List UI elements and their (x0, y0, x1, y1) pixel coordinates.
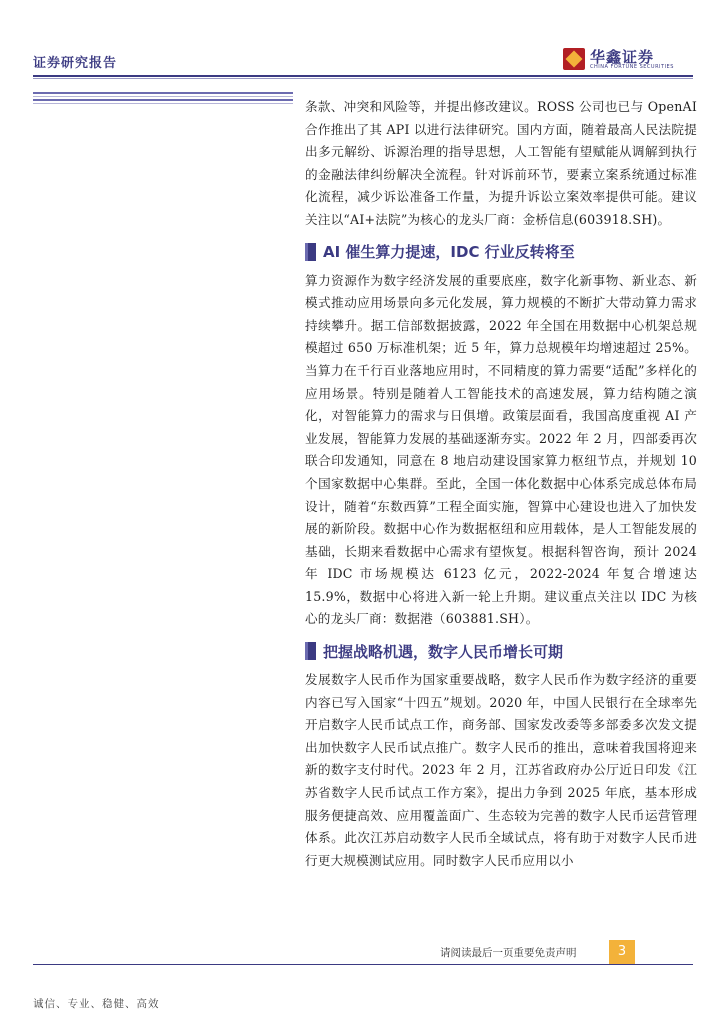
section-title: AI 催生算力提速，IDC 行业反转将至 (323, 243, 575, 262)
footer-divider (33, 964, 693, 965)
section-heading-digital-rmb (305, 639, 697, 663)
report-type-label: 证券研究报告 (33, 56, 118, 71)
section-marker-icon (305, 642, 316, 660)
sidebar-decoration (33, 92, 293, 106)
section-title: 把握战略机遇，数字人民币增长可期 (323, 642, 564, 661)
paragraph-digital-rmb: 发展数字人民币作为国家重要战略，数字人民币作为数字经济的重要内容已写入国家“十四五”规划。2020 年，中国人民银行在全球率先开启数字人民币试点工作，商务部、国家发改委等多部委多次发文提出加快数字人民币试点推广。数字人民币的推出，意味着我国将迎来新的数字支付时代。2023 年 2 月，江苏省政府办公厅近日印发《江苏省数字人民币试点工作方案》，提出力争到 2025 年底，基本形成服务便捷高效、应用覆盖面广、生态较为完善的数字人民币运营管理体系。此次江苏启动数字人民币全域试点，将有助于对数字人民币进行更大规模测试应用。同时数字人民币应用以小 (305, 672, 697, 868)
disclaimer-note: 请阅读最后一页重要免责声明 (440, 947, 577, 959)
section-heading-idc (305, 240, 697, 264)
logo-name: 华鑫证券 (590, 48, 655, 66)
report-body (305, 96, 697, 872)
company-logo (563, 44, 693, 74)
page-number: 3 (609, 940, 635, 964)
logo-english-name: CHINA FORTUNE SECURITIES (590, 64, 674, 70)
paragraph-computing-power: 算力资源作为数字经济发展的重要底座，数字化新事物、新业态、新模式推动应用场景向多元化发展，算力规模的不断扩大带动算力需求持续攀升。据工信部数据披露，2022 年全国在用数据中心机架总规模超过 650 万标准机架；近 5 年，算力总规模年均增速超过 25%。当算力在千行百业落地应用时，不同精度的算力需要“适配”多样化的应用场景。特别是随着人工智能技术的高速发展，算力结构随之演化，对智能算力的需求与日俱增。政策层面看，我国高度重视 AI 产业发展，智能算力发展的基础逐渐夯实。2022 年 2 月，四部委再次联合印发通知，同意在 8 地启动建设国家算力枢纽节点，并规划 10 个国家数据中心集群。至此，全国一体化数据中心体系完成总体布局设计，随着“东数西算”工程全面实施，智算中心建设也进入了加快发展的新阶段。数据中心作为数据枢纽和应用载体，是人工智能发展的基础，长期来看数据中心需求有望恢复。根据科智咨询，预计 2024 年 IDC 市场规模达 6123 亿元，2022-2024 年复合增速达 15.9%，数据中心将进入新一轮上升期。建议重点关注以 IDC 为核心的龙头厂商：数据港（603881.SH）。 (305, 272, 697, 627)
header-divider (33, 75, 693, 77)
section-marker-icon (305, 243, 316, 261)
logo-mark-icon (563, 48, 585, 70)
company-motto: 诚信、专业、稳健、高效 (33, 998, 160, 1010)
paragraph-legal-ai: 条款、冲突和风险等，并提出修改建议。ROSS 公司也已与 OpenAI 合作推出了其 API 以进行法律研究。国内方面，随着最高人民法院提出多元解纷、诉源治理的指导思想，人工智能有望赋能从调解到执行的金融法律纠纷解决全流程。针对诉前环节，要素立案系统通过标准化流程，减少诉讼准备工作量，为提升诉讼立案效率提供可能。建议关注以“AI+法院”为核心的龙头厂商：金桥信息(603918.SH)。 (305, 99, 697, 227)
header-divider-thin (33, 78, 693, 79)
